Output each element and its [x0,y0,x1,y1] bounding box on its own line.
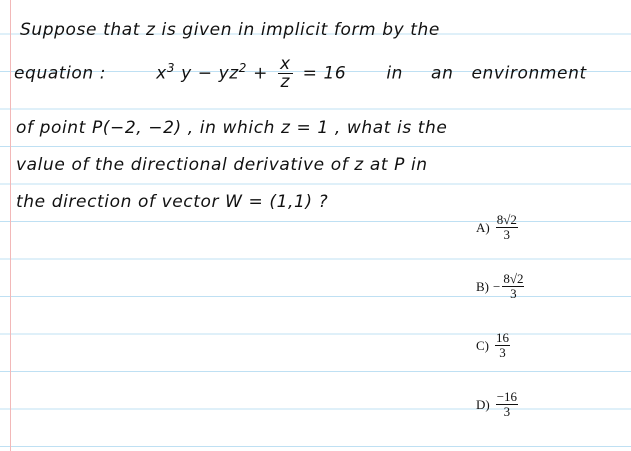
choice-d[interactable] [476,390,518,419]
exponent-3: 3 [166,60,176,75]
word-environment: environment [471,63,587,84]
choice-b-denominator: 3 [510,286,517,301]
question-line-3: of point P(−2, −2) , in which z = 1 , what is the [16,118,448,138]
choice-d-denominator: 3 [503,404,511,419]
fraction-x-over-z [278,56,293,91]
choice-b-numerator: 8√2 [503,271,524,286]
choice-a-letter: A) [476,219,490,235]
choice-c-fraction [495,331,510,360]
choice-a-denominator: 3 [503,227,511,242]
equals-16: = 16 [302,63,347,84]
word-in: in [386,63,404,84]
choice-c-numerator: 16 [496,330,509,345]
choice-b[interactable] [476,272,524,301]
exponent-2: 2 [238,60,248,75]
choice-b-fraction [502,272,524,301]
fraction-denominator: z [280,72,291,92]
choice-c-denominator: 3 [499,345,506,360]
choice-c-letter: C) [476,337,489,353]
equation-lead: equation : [14,63,107,84]
choice-d-fraction [496,390,518,419]
term-x: x [156,63,167,84]
margin-line [10,0,11,451]
question-line-4: value of the directional derivative of z at P in [16,155,428,175]
choice-a-numerator: 8√2 [496,212,517,227]
fraction-numerator: x [279,54,291,74]
choice-b-sign: − [493,278,501,294]
choice-d-letter: D) [476,396,490,412]
question-line-1: Suppose that z is given in implicit form by the [20,20,440,40]
term-mid: y − yz [181,63,239,84]
question-line-5: the direction of vector W = (1,1) ? [16,192,329,212]
choice-c[interactable] [476,331,510,360]
choice-d-numerator: −16 [496,389,518,404]
choice-a[interactable] [476,213,518,242]
question-line-2 [14,56,587,91]
choice-a-fraction [496,213,518,242]
choice-b-letter: B) [476,278,489,294]
plus-sign: + [253,63,268,84]
word-an: an [431,63,454,84]
